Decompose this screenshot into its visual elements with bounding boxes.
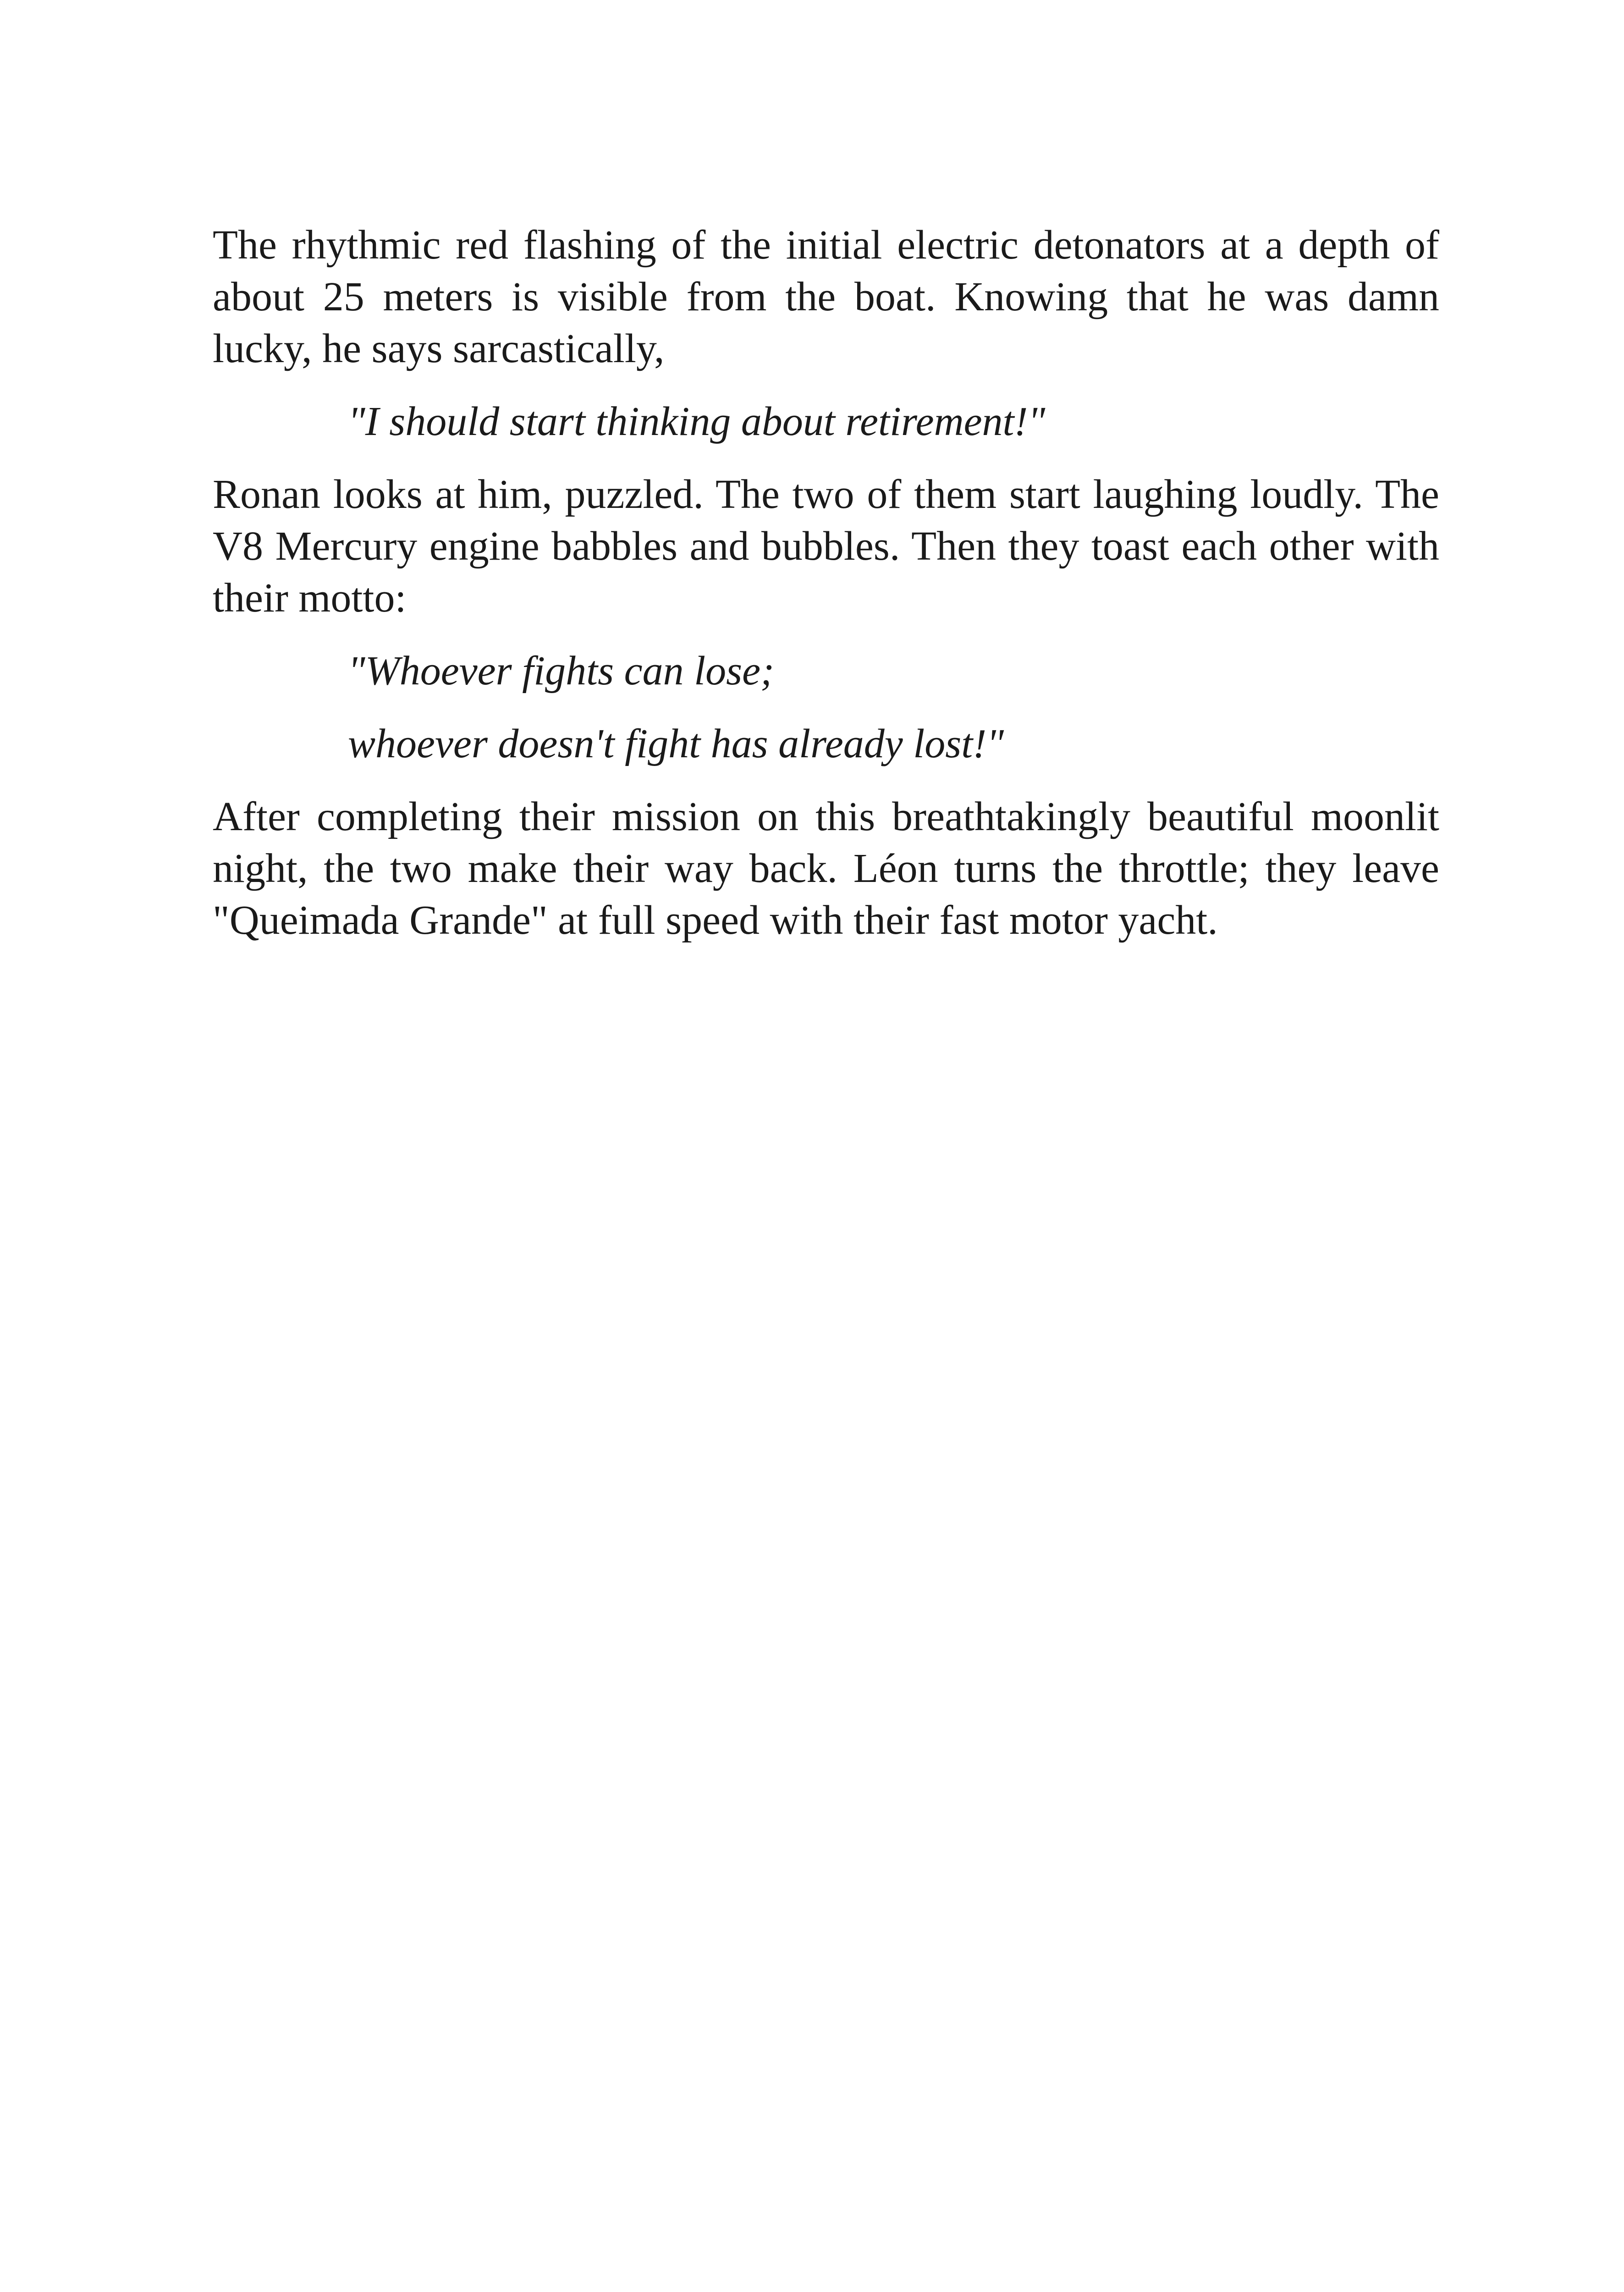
quote-motto-line-2: whoever doesn't fight has already lost!"	[348, 721, 1004, 766]
page-body	[213, 219, 1439, 946]
quote-retirement: "I should start thinking about retirement!"	[348, 399, 1046, 444]
paragraph-detonators: The rhythmic red flashing of the initial electric detonators at a depth of about 25 meters is visible from the boat. Knowing that he was damn lucky, he says sarcastically,	[213, 222, 1439, 371]
quote-motto-line-1: "Whoever fights can lose;	[348, 648, 775, 694]
paragraph-ronan: Ronan looks at him, puzzled. The two of them start laughing loudly. The V8 Mercury engine babbles and bubbles. Then they toast each other with their motto:	[213, 472, 1439, 621]
paragraph-return: After completing their mission on this breathtakingly beautiful moonlit night, the two make their way back. Léon turns the throttle; they leave "Queimada Grande" at full speed with their fast motor yacht.	[213, 794, 1439, 943]
